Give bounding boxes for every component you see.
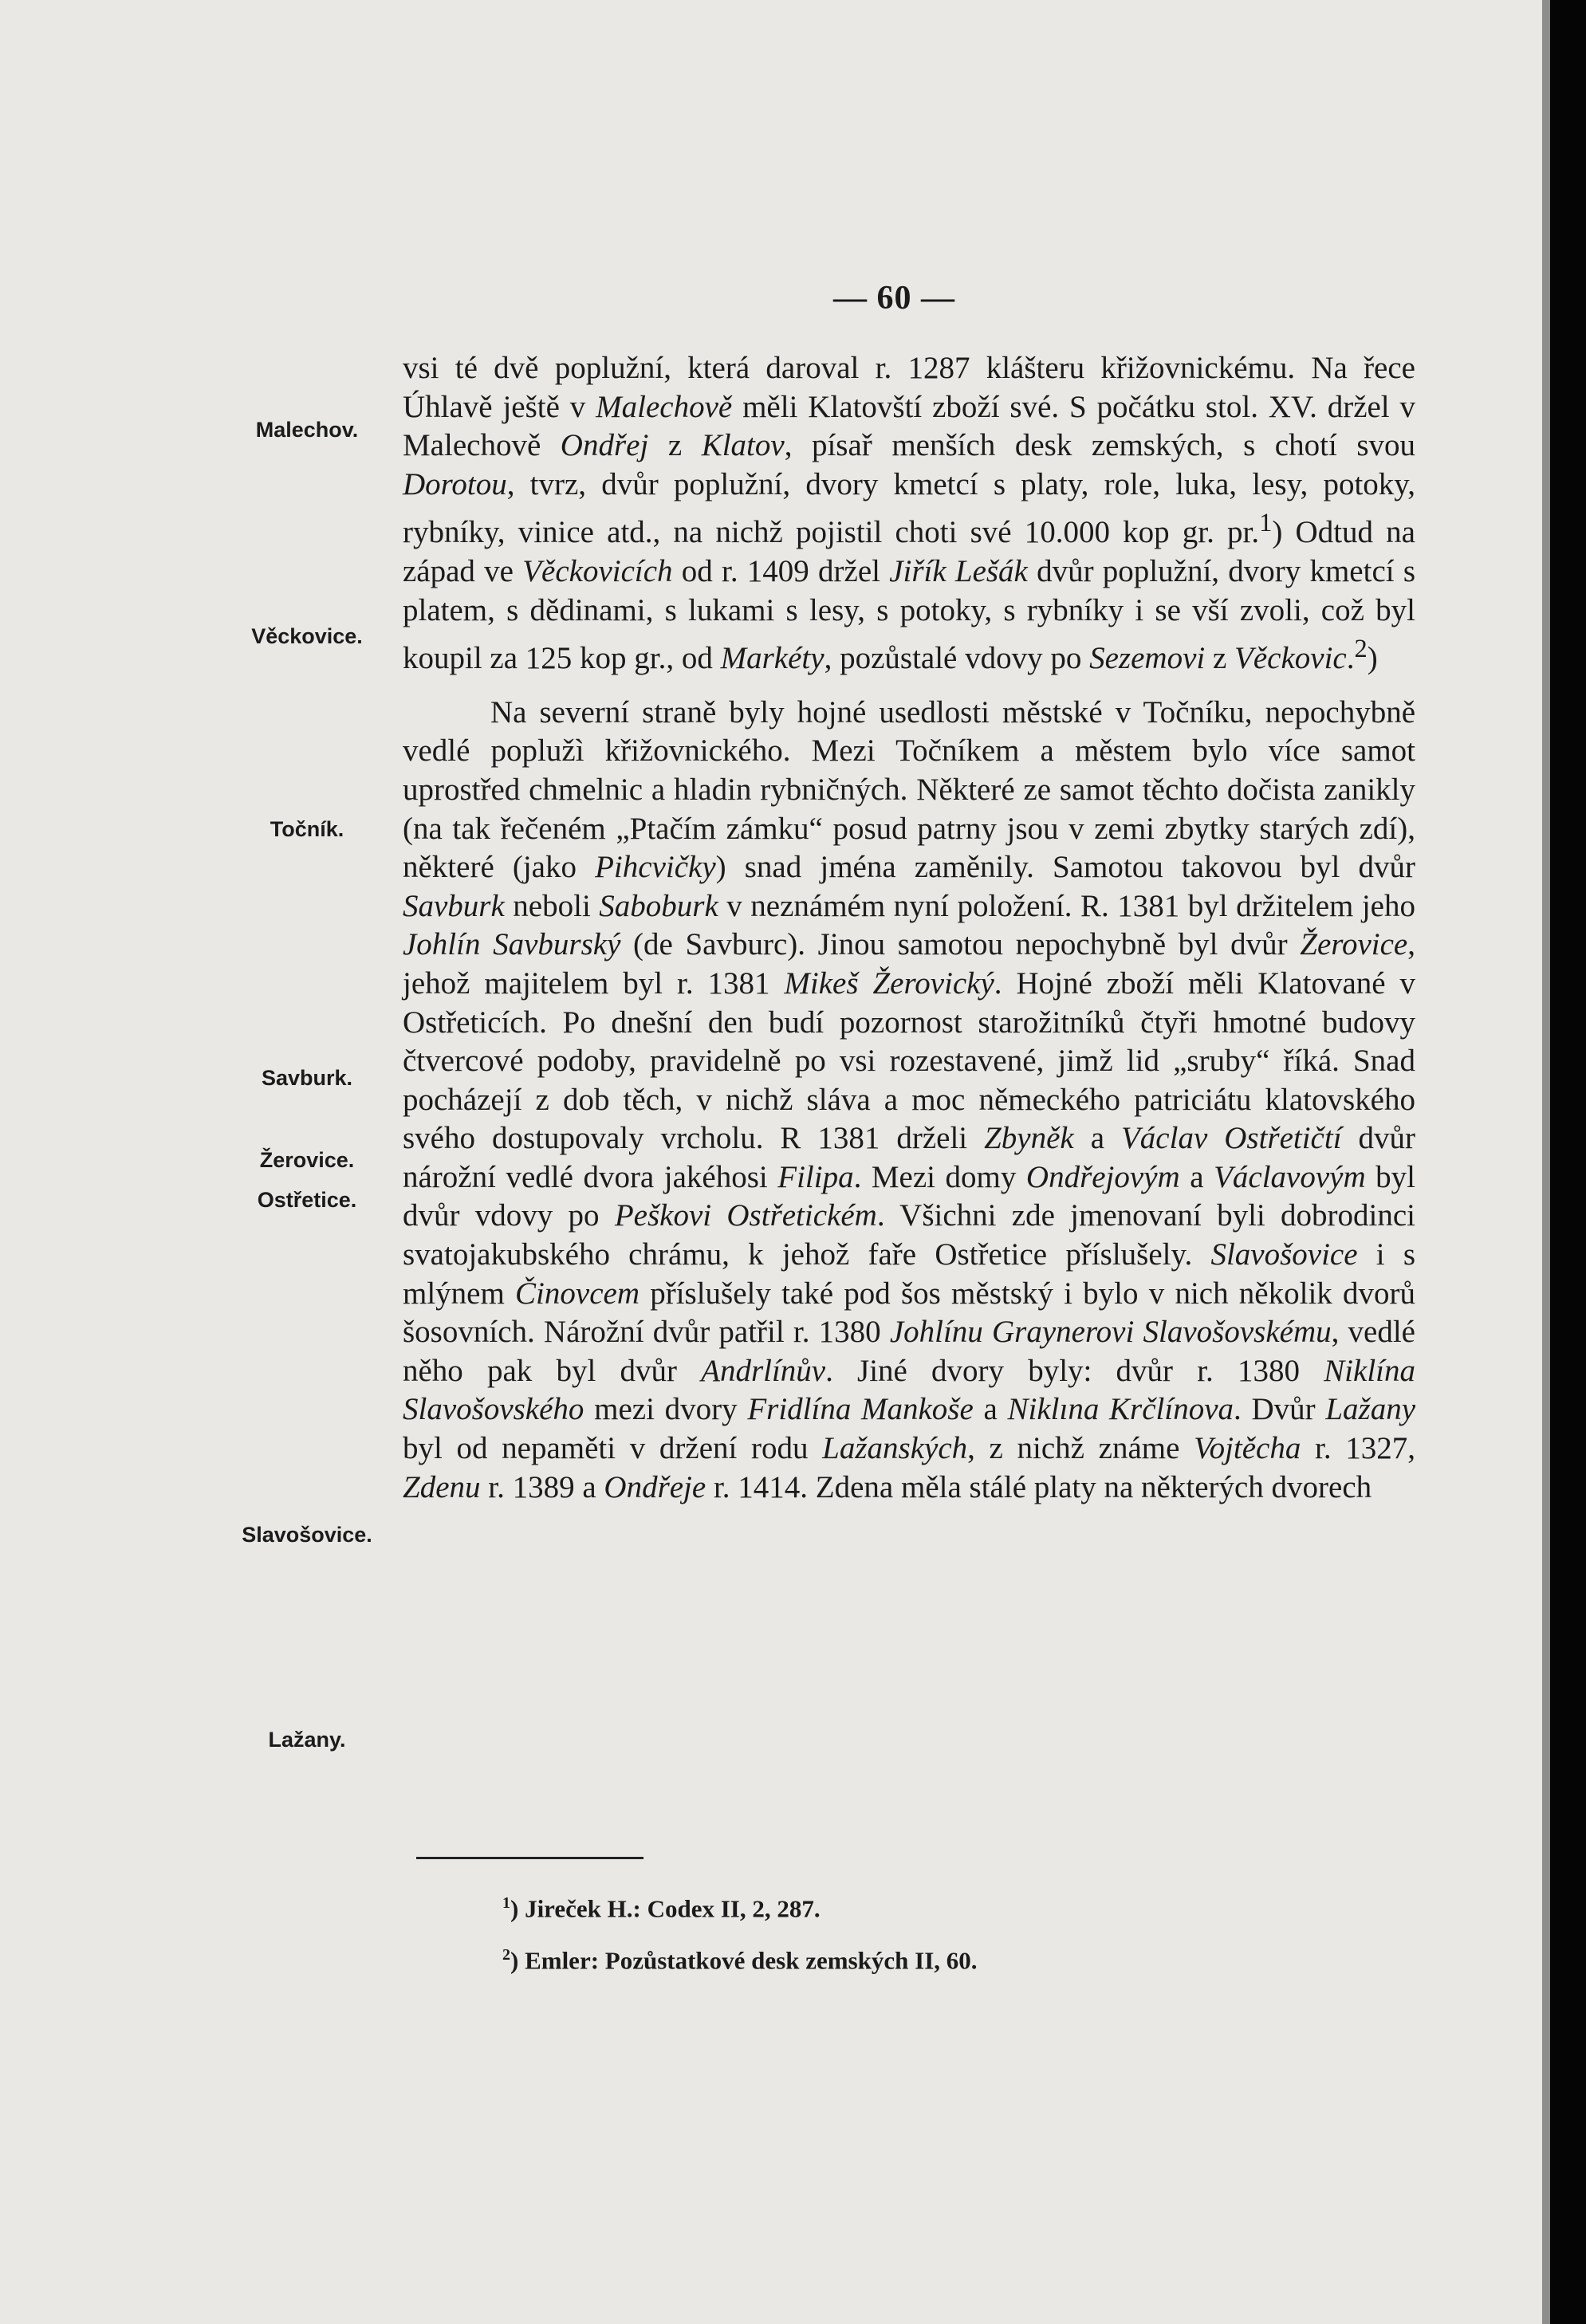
page-number: — 60 — (833, 280, 955, 317)
margin-note-slavosovice: Slavošovice. (242, 1523, 372, 1547)
margin-note-savburk: Savburk. (261, 1066, 353, 1090)
name-marketa: Markéty (720, 641, 824, 676)
margin-note-tocnik: Točník. (270, 817, 344, 841)
body-text (403, 349, 1415, 1507)
margin-note-lazany: Lažany. (268, 1728, 346, 1752)
scan-edge-line (1542, 0, 1550, 2324)
name-jirik-lesak: Jiřík Lešák (889, 553, 1028, 588)
name-klatov: Klatov (701, 428, 785, 463)
name-malechov: Malechově (596, 389, 733, 424)
margin-note-ostretice: Ostřetice. (257, 1188, 357, 1212)
name-veckovic: Věckovic (1234, 641, 1347, 676)
margin-note-zerovice: Žerovice. (259, 1148, 355, 1172)
name-veckovice: Věckovicích (522, 553, 673, 588)
margin-note-veckovice: Věckovice. (251, 624, 363, 648)
footnote-1: $^1$) Jireček H.: Codex II, 2, 287. (502, 1894, 821, 1923)
paragraph-1: vsi té dvě poplužní, která daroval r. 1287 klášteru křižovnickému. Na řece Úhlavě ještě v Malechově měli Klatovští zboží své. S počátku stol. XV. držel v Malechově Ondřej z Klatov, písař menších desk zemských, s chotí svou Dorotou, tvrz, dvůr poplužní, dvory kmetcí s platy, role, luka, lesy, potoky, rybníky, vinice atd., na nichž pojistil choti své 10.000 kop gr. pr.$^1$) Odtud na západ ve Věckovicích od r. 1409 držel Jiřík Lešák dvůr poplužní, dvory kmetcí s platem, s dědinami, s lukami s lesy, s potoky, s rybníky i se vší zvoli, což byl koupil za 125 kop gr., od Markéty, pozůstalé vdovy po Sezemovi z Věckovic.$^2$) (403, 351, 1415, 676)
footnotes (502, 1880, 978, 1984)
footnote-divider (416, 1857, 643, 1859)
footnote-ref-2: 2 (1354, 635, 1368, 664)
name-ondrej: Ondřej (560, 428, 649, 463)
name-sezema: Sezemovi (1089, 641, 1206, 676)
footnote-ref-1: 1 (1259, 509, 1273, 538)
paragraph-2: Na severní straně byly hojné usedlosti městské v Točníku, nepochybně vedlé poplužì křižovnického. Mezi Točníkem a městem bylo více samot uprostřed chmelnic a hladin rybničných. Některé ze samot těchto dočista zanikly (na tak řečeném „Ptačím zámku“ posud patrny jsou v zemi zbytky starých zdí), některé (jako Pihcvičky) snad jména zaměnily. Samotou takovou byl dvůr Savburk neboli Saboburk v neznámém nyní položení. R. 1381 byl držitelem jeho Johlín Savburský (de Savburc). Jinou samotou nepochybně byl dvůr Žerovice, jehož majitelem byl r. 1381 Mikeš Žerovický. Hojné zboží měli Klatované v Ostřeticích. Po dnešní den budí pozornost starožitníků čtyři hmotné budovy čtvercové podoby, pravidelně po vsi rozestavené, jimž lid „sruby“ říká. Snad pocházejí z dob těch, v nichž sláva a moc německého patriciátu klatovského svého dostupovaly vrcholu. R 1381 drželi Zbyněk a Václav Ostřetičtí dvůr nárožní vedlé dvora jakéhosi Filipa. Mezi domy Ondřejovým a Václavovým byl dvůr vdovy po Peškovi Ostřetickém. Všichni zde jmenovaní byli dobrodinci svatojakubského chrámu, k jehož faře Ostřetice příslušely. Slavošovice i s mlýnem Činovcem příslušely také pod šos městský i bylo v nich několik dvorů šosovních. Nárožní dvůr patřil r. 1380 Johlínu Graynerovi Slavošovskému, vedlé něho pak byl dvůr Andrlínův. Jiné dvory byly: dvůr r. 1380 Niklína Slavošovského mezi dvory Fridlína Mankoše a Niklına Krčlínova. Dvůr Lažany byl od nepaměti v držení rodu Lažanských, z nichž známe Vojtěcha r. 1327, Zdenu r. 1389 a Ondřeje r. 1414. Zdena měla stálé platy na některých dvorech (403, 694, 1416, 1504)
name-dorota: Dorotou (403, 466, 507, 501)
footnote-2: $^2$) Emler: Pozůstatkové desk zemských II, 60. (502, 1946, 978, 1975)
margin-note-malechov: Malechov. (255, 418, 359, 442)
scan-border (1550, 0, 1586, 2324)
